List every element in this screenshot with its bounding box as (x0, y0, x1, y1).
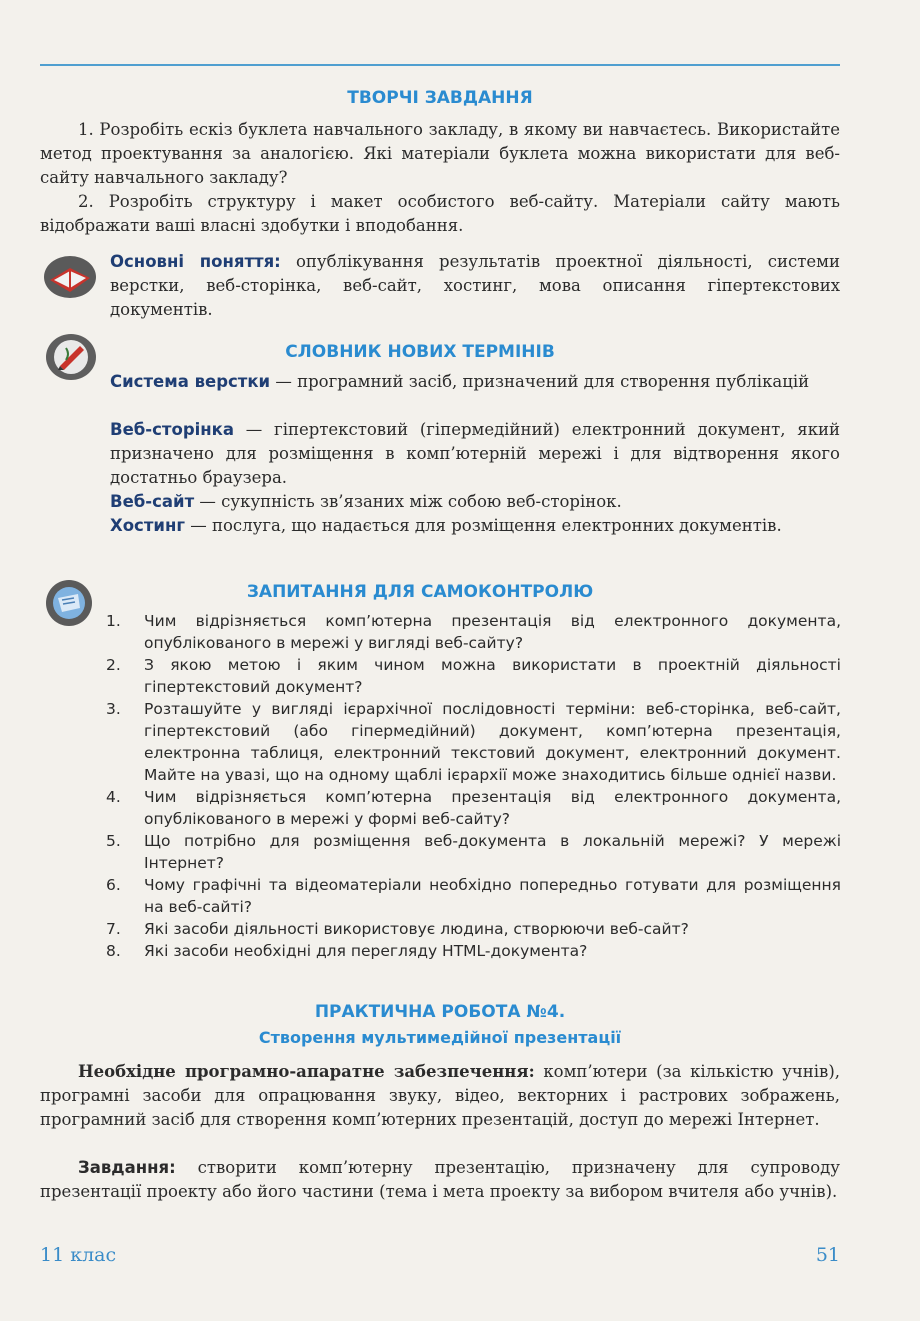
glossary-definition: — програмний засіб, призначений для створення публікацій (270, 372, 810, 391)
book-icon (42, 250, 98, 304)
equipment-paragraph (40, 1060, 840, 1132)
glossary-definition: — сукупність зв’язаних між собою веб-сторінок. (194, 492, 622, 511)
key-concepts-label: Основні поняття: (110, 252, 281, 271)
question-bubble-icon (44, 578, 94, 632)
question-number: 2. (106, 656, 121, 674)
question-number: 7. (106, 920, 121, 938)
pen-icon (44, 332, 98, 386)
glossary-term: Веб-сторінка (110, 420, 235, 439)
glossary-entry-3 (110, 490, 840, 514)
practical-heading: ПРАКТИЧНА РОБОТА №4. (314, 1002, 566, 1022)
question-number: 6. (106, 876, 121, 894)
list-item (106, 610, 841, 654)
list-item (106, 654, 841, 698)
list-item (106, 874, 841, 918)
task-paragraph (40, 1156, 840, 1204)
question-text: Чим відрізняється комп’ютерна презентація від електронного документа, опублікованого в мережі у вигляді веб-сайту? (144, 612, 841, 652)
glossary-entry-2 (110, 418, 840, 490)
question-number: 1. (106, 612, 121, 630)
list-item (106, 918, 841, 940)
list-item (106, 940, 841, 962)
creative-task-1: 1. Розробіть ескіз буклета навчального закладу, в якому ви навчаєтесь. Використайте метод проектування за аналогією. Які матеріали буклета можна використати для веб-сайту навчального закладу? (40, 120, 840, 187)
question-number: 8. (106, 942, 121, 960)
question-text: Які засоби діяльності використовує людина, створюючи веб-сайт? (144, 920, 689, 938)
top-divider (40, 64, 840, 66)
question-text: Чим відрізняється комп’ютерна презентація від електронного документа, опублікованого в мережі у формі веб-сайту? (144, 788, 841, 828)
question-number: 3. (106, 700, 121, 718)
equipment-text: комп’ютери (за кількістю учнів), програмні засоби для опрацювання звуку, відео, векторних і растрових зображень, програмний засіб для створення комп’ютерних презентацій, доступ до мережі Інтернет. (40, 1062, 841, 1129)
task-text: створити комп’ютерну презентацію, призначену для супроводу презентації проекту або його частини (тема і мета проекту за вибором вчителя або учнів). (40, 1158, 840, 1201)
creative-tasks-heading: ТВОРЧІ ЗАВДАННЯ (347, 88, 533, 108)
glossary-term: Хостинг (110, 516, 185, 535)
task-label: Завдання: (78, 1158, 176, 1177)
question-text: Що потрібно для розміщення веб-документа в локальній мережі? У мережі Інтернет? (144, 832, 841, 872)
list-item (106, 830, 841, 874)
question-text: Розташуйте у вигляді ієрархічної послідовності терміни: веб-сторінка, веб-сайт, гіпертекстовий (або гіпермедійний) документ, комп’ютерна презентація, електронна таблиця, електронний текстовий документ, електронний документ. Майте на увазі, що на одному щаблі ієрархії може знаходитись більше однієї назви. (144, 700, 841, 784)
list-item (106, 698, 841, 786)
questions-list (106, 610, 841, 962)
glossary-definition: — послуга, що надається для розміщення електронних документів. (184, 516, 782, 535)
equipment-label: Необхідне програмно-апаратне забезпечення: (78, 1062, 535, 1081)
key-concepts-text: опублікування результатів проектної діяльності, системи верстки, веб-сторінка, веб-сайт, хостинг, мова описання гіпертекстових документів. (110, 252, 840, 319)
practical-subheading: Створення мультимедійної презентації (258, 1028, 622, 1047)
question-text: Які засоби необхідні для перегляду HTML-документа? (144, 942, 588, 960)
glossary-entry-1 (110, 370, 840, 394)
question-text: З якою метою і яким чином можна використати в проектній діяльності гіпертекстовий документ? (144, 656, 841, 696)
list-item (106, 786, 841, 830)
question-text: Чому графічні та відеоматеріали необхідно попередньо готувати для розміщення на веб-сайті? (144, 876, 841, 916)
question-number: 4. (106, 788, 121, 806)
page-number: 51 (815, 1244, 840, 1266)
grade-label: 11 клас (40, 1244, 117, 1266)
glossary-term: Веб-сайт (110, 492, 195, 511)
questions-heading: ЗАПИТАННЯ ДЛЯ САМОКОНТРОЛЮ (246, 582, 594, 602)
creative-task-2: 2. Розробіть структуру і макет особистого веб-сайту. Матеріали сайту мають відображати ваші власні здобутки і вподобання. (40, 192, 840, 235)
glossary-term: Система верстки (110, 372, 271, 391)
question-number: 5. (106, 832, 121, 850)
key-concepts (110, 250, 840, 322)
glossary-heading: СЛОВНИК НОВИХ ТЕРМІНІВ (285, 342, 555, 362)
glossary-definition: — гіпертекстовий (гіпермедійний) електронний документ, який призначено для розміщення в комп’ютерній мережі і для відтворення якого достатньо браузера. (110, 420, 840, 487)
glossary-entry-4 (110, 514, 840, 538)
